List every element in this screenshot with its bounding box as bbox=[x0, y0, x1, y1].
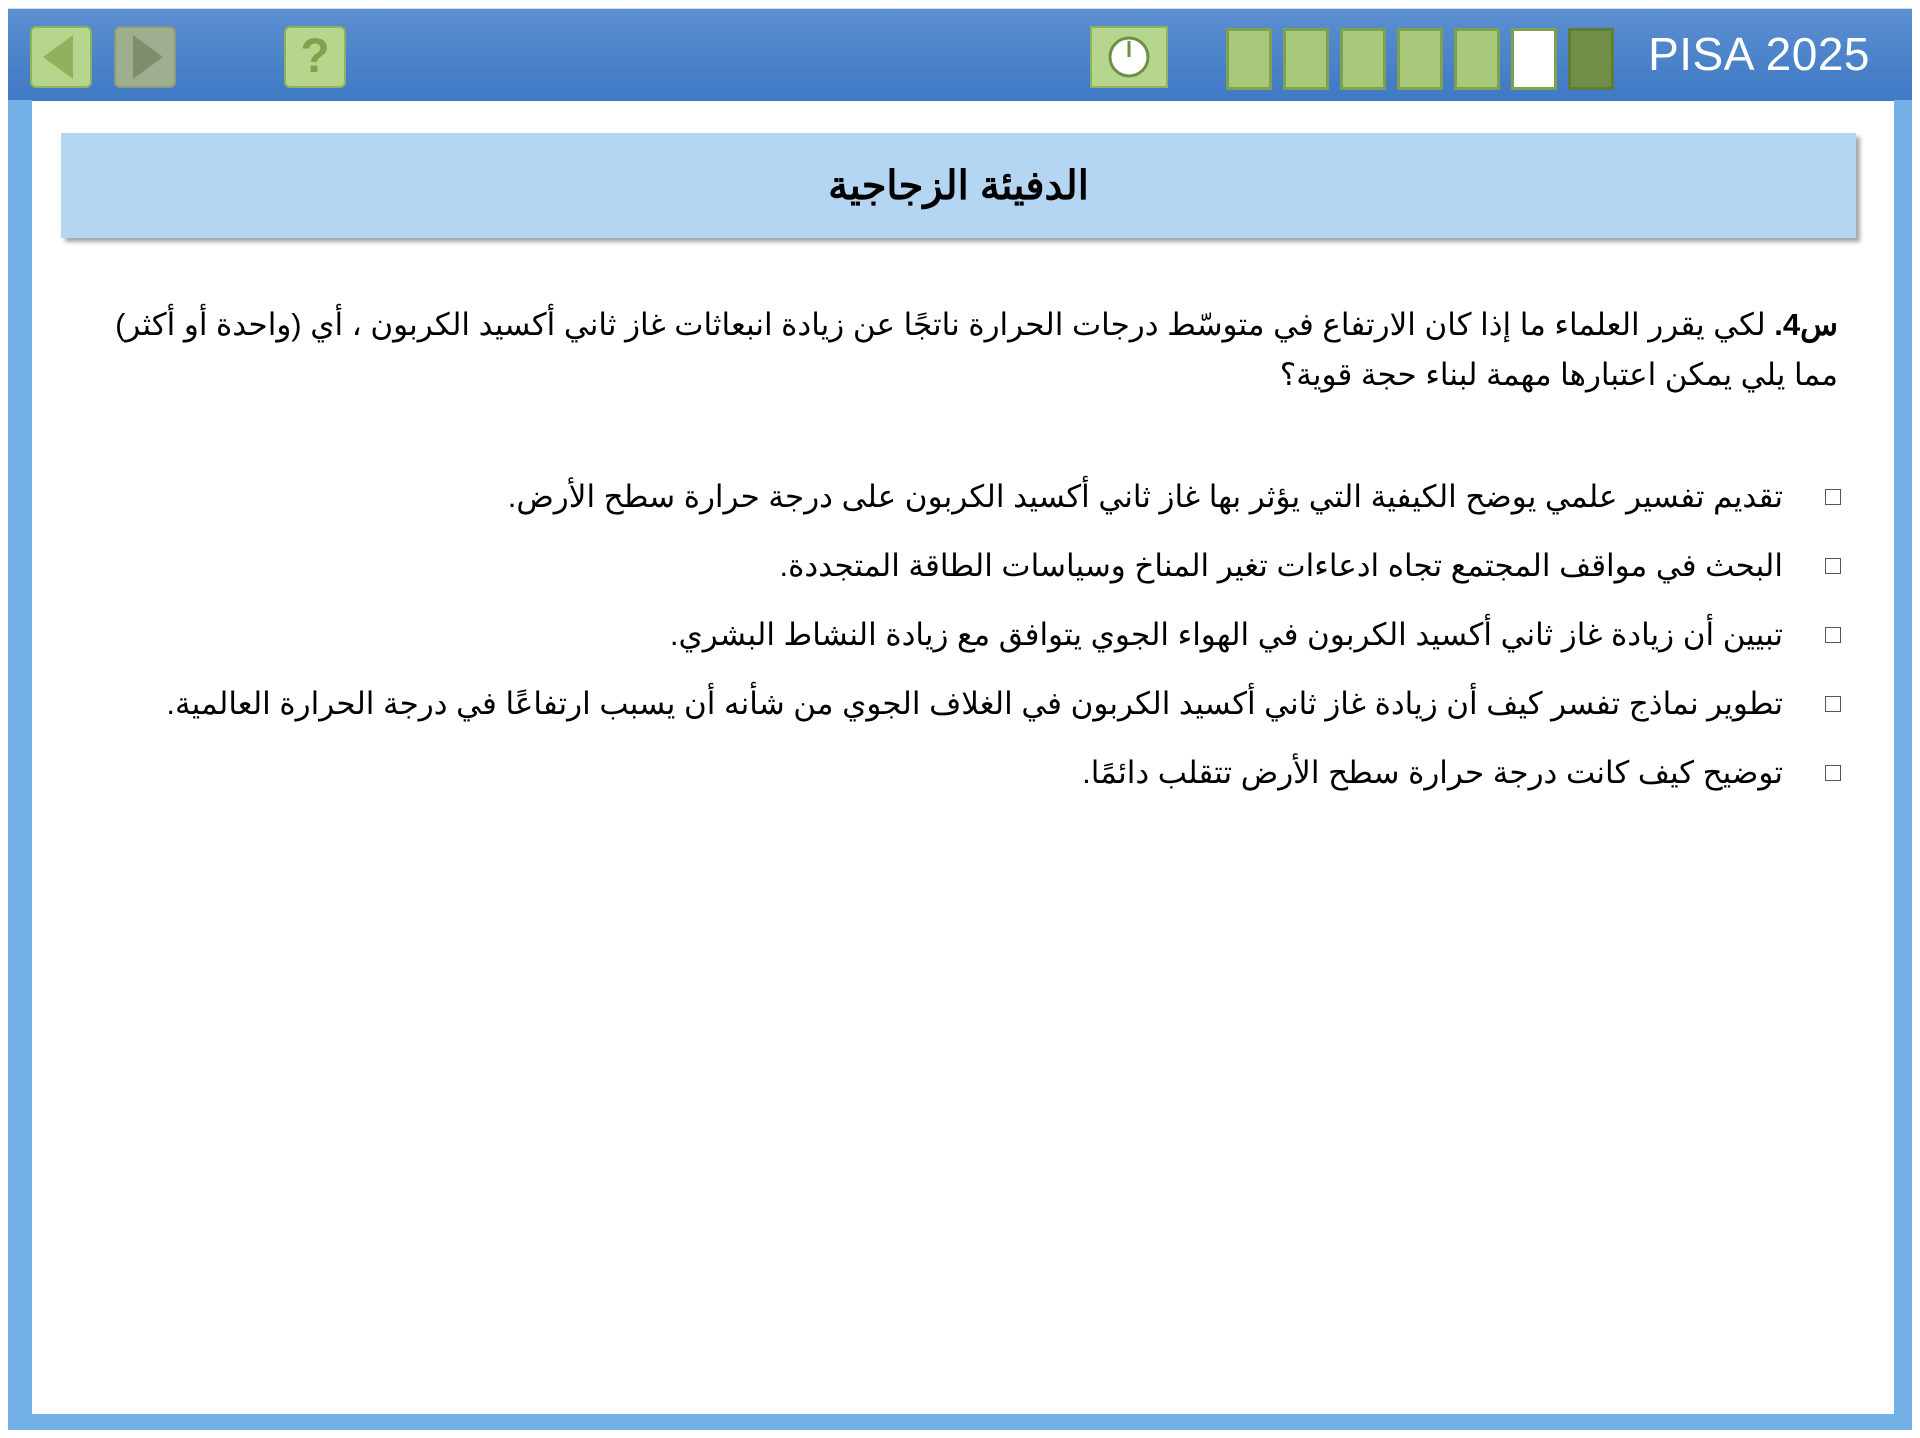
option-label: تقديم تفسير علمي يوضح الكيفية التي يؤثر بها غاز ثاني أكسيد الكربون على درجة حرارة سطح الأرض. bbox=[507, 479, 1783, 514]
checkbox[interactable] bbox=[1825, 765, 1841, 781]
option-item[interactable] bbox=[96, 748, 1841, 798]
back-button[interactable] bbox=[30, 26, 92, 88]
option-label: تطوير نماذج تفسر كيف أن زيادة غاز ثاني أكسيد الكربون في الغلاف الجوي من شأنه أن يسبب ارتفاعًا في درجة الحرارة العالمية. bbox=[166, 686, 1783, 721]
clock-icon bbox=[1106, 34, 1152, 80]
progress-step-5 bbox=[1454, 28, 1500, 90]
checkbox[interactable] bbox=[1825, 696, 1841, 712]
option-item[interactable] bbox=[96, 610, 1841, 660]
arrow-right-icon bbox=[133, 35, 163, 79]
page-title: الدفيئة الزجاجية bbox=[828, 163, 1089, 208]
progress-step-4 bbox=[1397, 28, 1443, 90]
brand-label: PISA 2025 bbox=[1648, 28, 1870, 80]
progress-indicator bbox=[1226, 28, 1614, 90]
frame-left-border bbox=[8, 100, 32, 1430]
frame-bottom-border bbox=[8, 1414, 1912, 1430]
progress-step-2 bbox=[1283, 28, 1329, 90]
option-item[interactable] bbox=[96, 472, 1841, 522]
title-banner bbox=[61, 133, 1856, 238]
option-item[interactable] bbox=[96, 679, 1841, 729]
option-label: تبيين أن زيادة غاز ثاني أكسيد الكربون في الهواء الجوي يتوافق مع زيادة النشاط البشري. bbox=[669, 617, 1783, 652]
checkbox[interactable] bbox=[1825, 489, 1841, 505]
option-item[interactable] bbox=[96, 541, 1841, 591]
option-label: البحث في مواقف المجتمع تجاه ادعاءات تغير المناخ وسياسات الطاقة المتجددة. bbox=[779, 548, 1783, 583]
progress-step-6 bbox=[1511, 28, 1557, 90]
checkbox[interactable] bbox=[1825, 627, 1841, 643]
frame-right-border bbox=[1894, 100, 1912, 1430]
question-mark-icon: ? bbox=[300, 30, 330, 83]
top-toolbar bbox=[8, 8, 1912, 101]
option-label: توضيح كيف كانت درجة حرارة سطح الأرض تتقلب دائمًا. bbox=[1082, 755, 1783, 790]
arrow-left-icon bbox=[43, 35, 73, 79]
question-number: س4. bbox=[1774, 307, 1838, 342]
next-button[interactable] bbox=[114, 26, 176, 88]
timer-button[interactable] bbox=[1090, 26, 1168, 88]
help-button[interactable] bbox=[284, 26, 346, 88]
question-stem bbox=[100, 300, 1838, 400]
checkbox[interactable] bbox=[1825, 558, 1841, 574]
answer-options bbox=[96, 472, 1841, 817]
question-text: لكي يقرر العلماء ما إذا كان الارتفاع في متوسّط درجات الحرارة ناتجًا عن زيادة انبعاثات غاز ثاني أكسيد الكربون ، أي (واحدة أو أكثر) مما يلي يمكن اعتبارها مهمة لبناء حجة قوية؟ bbox=[115, 307, 1838, 392]
progress-step-3 bbox=[1340, 28, 1386, 90]
progress-step-1 bbox=[1226, 28, 1272, 90]
progress-step-7 bbox=[1568, 28, 1614, 90]
